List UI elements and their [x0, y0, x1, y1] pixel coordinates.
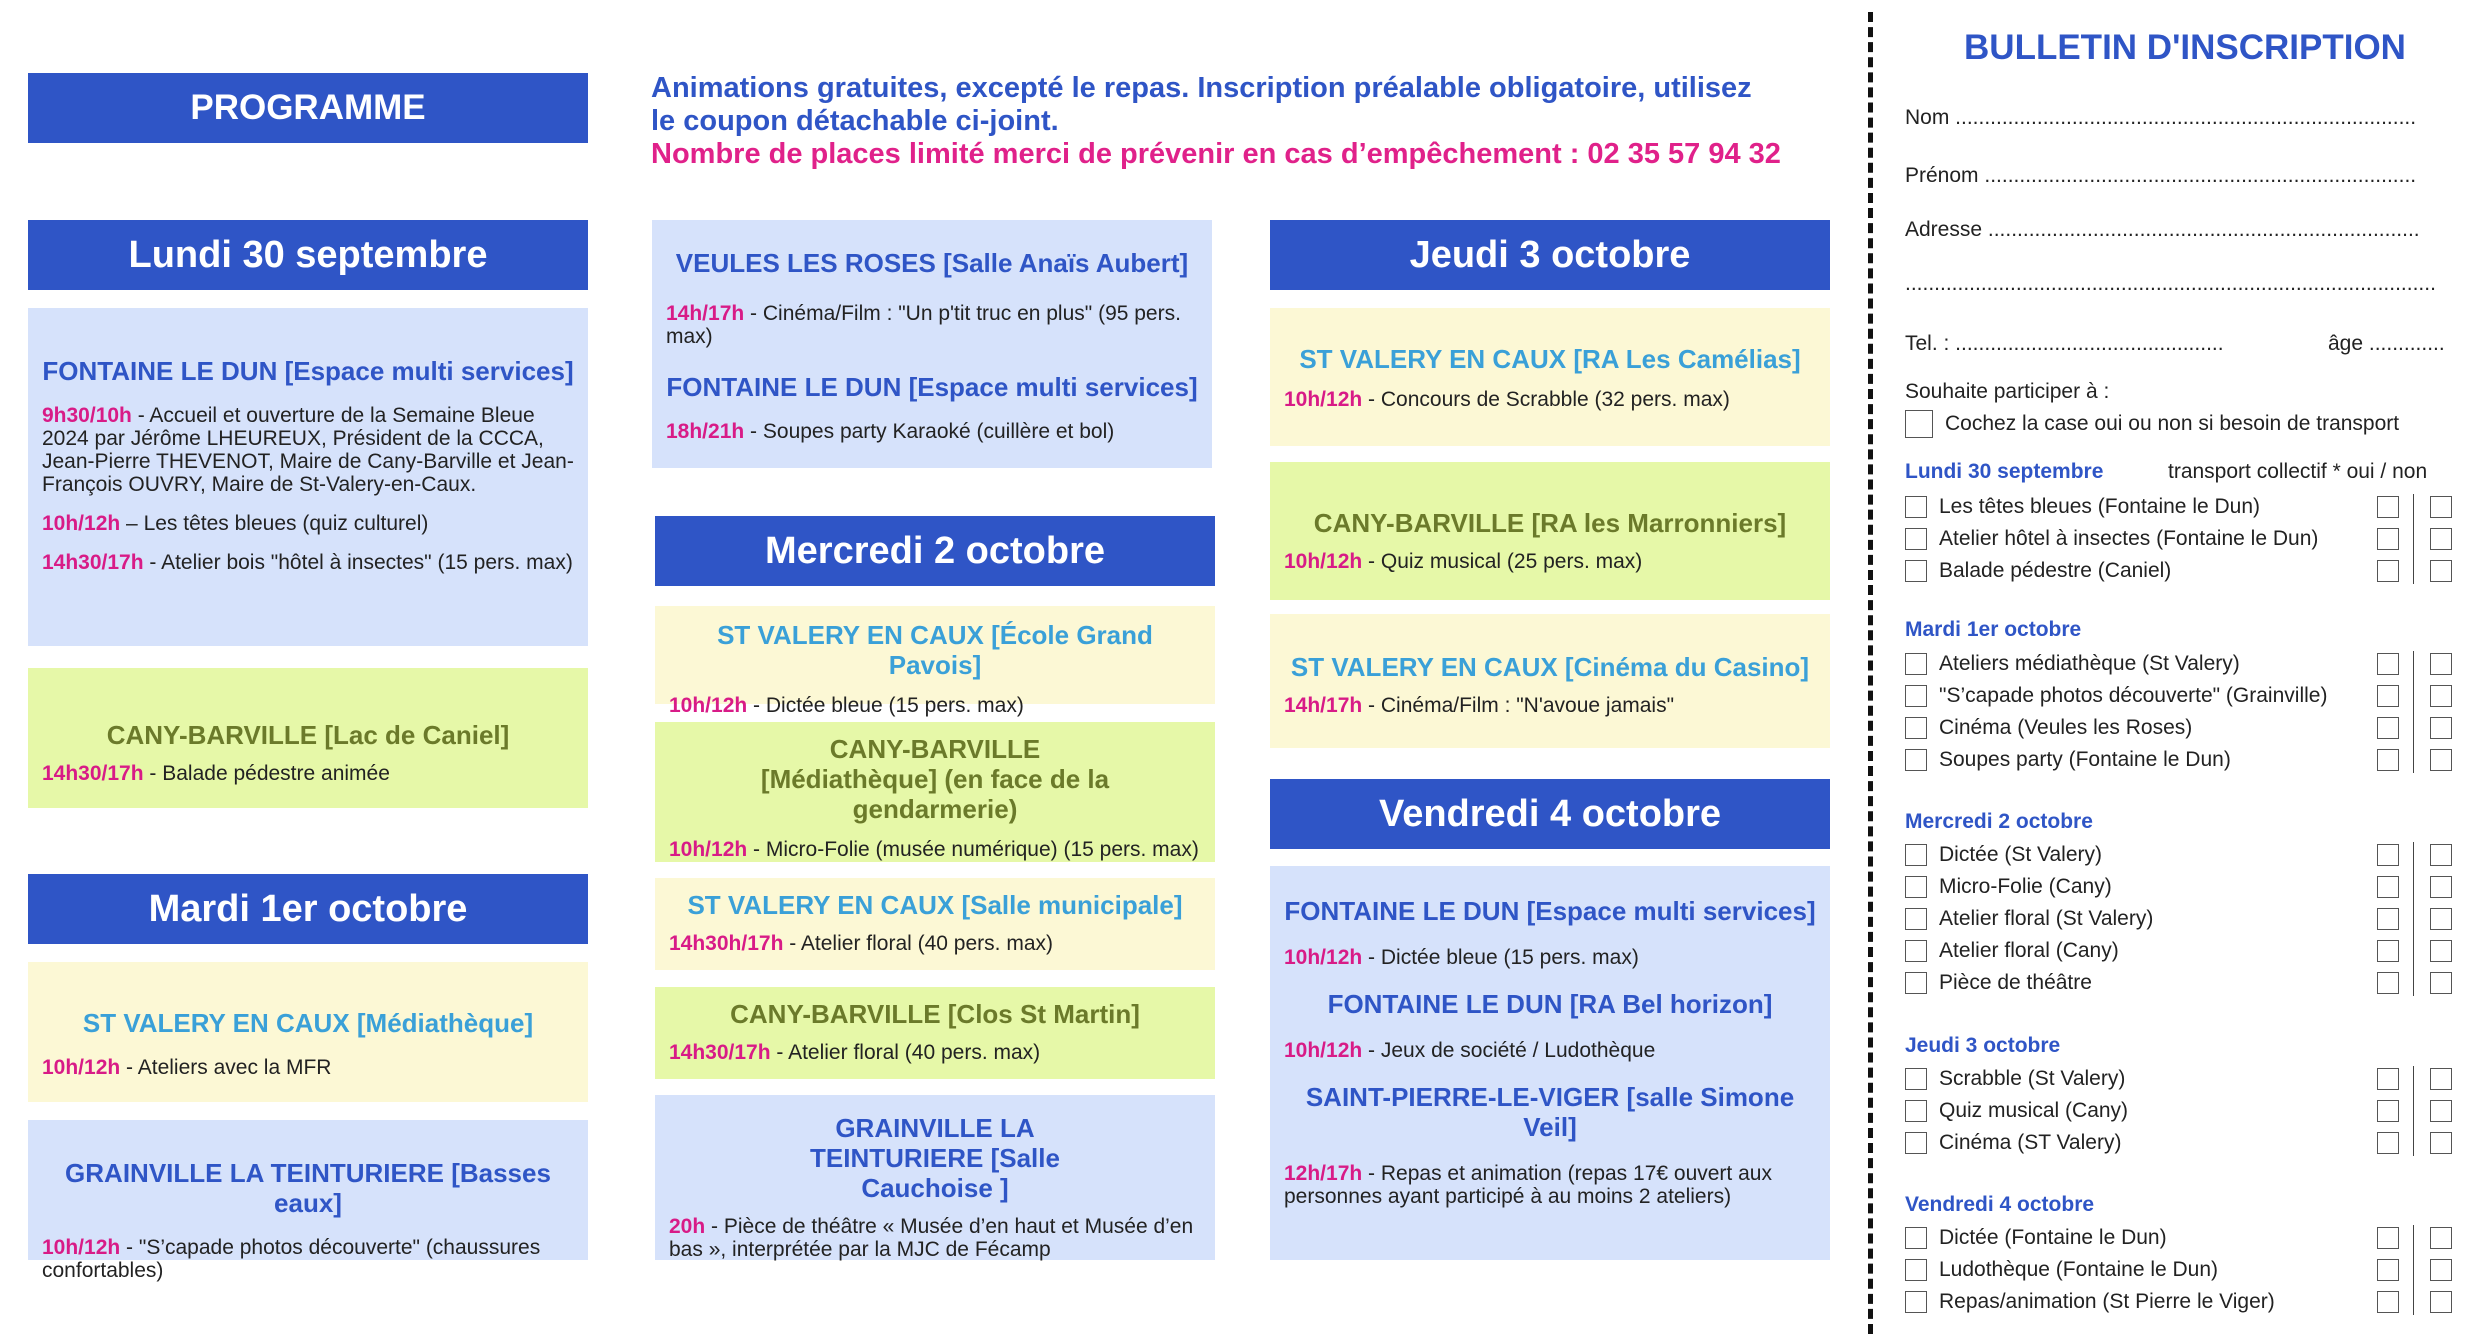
- event-desc: - Concours de Scrabble (32 pers. max): [1362, 388, 1730, 411]
- event-time: 10h/12h: [1284, 550, 1363, 573]
- transport-oui-checkbox[interactable]: [2377, 685, 2399, 707]
- transport-header: transport collectif * oui / non: [2168, 460, 2428, 483]
- day-header-lundi: Lundi 30 septembre: [28, 220, 588, 290]
- event-card: [28, 962, 588, 1102]
- activity-checkbox[interactable]: [1905, 717, 1927, 739]
- transport-non-checkbox[interactable]: [2430, 1227, 2452, 1249]
- location-title: GRAINVILLE LA TEINTURIERE [Salle Cauchoise ]: [810, 1113, 1060, 1203]
- transport-oui-checkbox[interactable]: [2377, 908, 2399, 930]
- oui-non-separator: [2413, 842, 2414, 996]
- form-title: BULLETIN D'INSCRIPTION: [1964, 28, 2406, 67]
- event-desc: - Dictée bleue (15 pers. max): [1362, 946, 1639, 969]
- activity-row: [1905, 938, 2119, 964]
- event-card: [28, 1120, 588, 1282]
- activity-row: [1905, 715, 2192, 741]
- transport-oui-checkbox[interactable]: [2377, 1259, 2399, 1281]
- transport-oui-checkbox[interactable]: [2377, 876, 2399, 898]
- activity-label: "S’capade photos découverte" (Grainville): [1939, 684, 2328, 707]
- activity-label: Pièce de théâtre: [1939, 971, 2092, 994]
- activity-label: Atelier floral (St Valery): [1939, 907, 2154, 930]
- event-card: [1270, 614, 1830, 748]
- intro-text: [651, 72, 1821, 171]
- section-s2: Mardi 1er octobre: [1905, 618, 2082, 641]
- event-time: 10h/12h: [1284, 1039, 1363, 1062]
- activity-row: [1905, 1225, 2167, 1251]
- activity-label: Cinéma (ST Valery): [1939, 1131, 2122, 1154]
- event-card: [1270, 308, 1830, 446]
- location-title: ST VALERY EN CAUX [Salle municipale]: [687, 890, 1183, 920]
- event-item: [666, 302, 1198, 348]
- activity-checkbox[interactable]: [1905, 1291, 1927, 1313]
- event-desc: - Atelier bois "hôtel à insectes" (15 pers. max): [143, 551, 573, 574]
- transport-oui-checkbox[interactable]: [2377, 1227, 2399, 1249]
- event-time: 9h30/10h: [42, 404, 132, 427]
- event-item: [1284, 1039, 1816, 1062]
- day-header-mardi: Mardi 1er octobre: [28, 874, 588, 944]
- activity-label: Quiz musical (Cany): [1939, 1099, 2129, 1122]
- event-desc: - Jeux de société / Ludothèque: [1362, 1039, 1656, 1062]
- event-card: [1270, 866, 1830, 1260]
- activity-label: Ateliers médiathèque (St Valery): [1939, 652, 2240, 675]
- activity-label: Dictée (St Valery): [1939, 843, 2102, 866]
- event-card: [28, 668, 588, 808]
- activity-label: Atelier hôtel à insectes (Fontaine le Dun): [1939, 527, 2319, 550]
- activity-row: [1905, 683, 2327, 709]
- location-title: VEULES LES ROSES [Salle Anaïs Aubert]: [675, 248, 1189, 278]
- activity-row: [1905, 1098, 2128, 1124]
- event-desc: - Accueil et ouverture de la Semaine Bleue 2024 par Jérôme LHEUREUX, Président de la CCCA, Jean-Pierre THEVENOT, Maire de Cany-Barville et Jean-François OUVRY, Maire de St-Valery-en-Caux.: [42, 404, 574, 496]
- location-title: FONTAINE LE DUN [Espace multi services]: [1284, 896, 1816, 926]
- event-time: 14h/17h: [1284, 694, 1363, 717]
- event-card: [1270, 462, 1830, 600]
- section-s5: Vendredi 4 octobre: [1905, 1193, 2095, 1216]
- event-item: [669, 932, 1201, 955]
- event-card: [655, 987, 1215, 1079]
- activity-row: [1905, 1066, 2125, 1092]
- event-item: [42, 404, 574, 496]
- location-title: CANY-BARVILLE [RA les Marronniers]: [1313, 508, 1787, 538]
- activity-row: [1905, 651, 2240, 677]
- tel-field[interactable]: Tel. : ..............................................: [1905, 332, 2224, 355]
- transport-oui-checkbox[interactable]: [2377, 844, 2399, 866]
- activity-checkbox[interactable]: [1905, 749, 1927, 771]
- activity-checkbox[interactable]: [1905, 1259, 1927, 1281]
- activity-checkbox[interactable]: [1905, 1227, 1927, 1249]
- activity-checkbox[interactable]: [1905, 528, 1927, 550]
- cut-line: [1868, 12, 1873, 1334]
- event-time: 10h/12h: [42, 1056, 121, 1079]
- event-item: [669, 1215, 1201, 1261]
- transport-oui-checkbox[interactable]: [2377, 717, 2399, 739]
- section-lundi: Lundi 30 septembre: [1905, 460, 2104, 483]
- transport-non-checkbox[interactable]: [2430, 876, 2452, 898]
- activity-row: [1905, 747, 2231, 773]
- event-desc: - Repas et animation (repas 17€ ouvert aux personnes ayant participé à au moins 2 ateliers): [1284, 1162, 1772, 1208]
- souhaite-label: Souhaite participer à :: [1905, 380, 2110, 403]
- day-header-vendredi: Vendredi 4 octobre: [1270, 779, 1830, 849]
- event-time: 10h/12h: [42, 1236, 121, 1259]
- transport-oui-checkbox[interactable]: [2377, 1291, 2399, 1313]
- location-title: FONTAINE LE DUN [Espace multi services]: [666, 372, 1198, 402]
- location-title: ST VALERY EN CAUX [École Grand Pavois]: [717, 620, 1153, 680]
- transport-non-checkbox[interactable]: [2430, 908, 2452, 930]
- event-desc: - Ateliers avec la MFR: [120, 1056, 332, 1079]
- activity-label: Ludothèque (Fontaine le Dun): [1939, 1258, 2219, 1281]
- event-item: [1284, 694, 1816, 717]
- location-title: SAINT-PIERRE-LE-VIGER [salle Simone Veil]: [1305, 1082, 1795, 1142]
- activity-label: Scrabble (St Valery): [1939, 1067, 2126, 1090]
- activity-label: Cinéma (Veules les Roses): [1939, 716, 2193, 739]
- transport-oui-checkbox[interactable]: [2377, 1068, 2399, 1090]
- transport-oui-checkbox[interactable]: [2377, 496, 2399, 518]
- event-card: [655, 878, 1215, 970]
- section-s4: Jeudi 3 octobre: [1905, 1034, 2061, 1057]
- transport-non-checkbox[interactable]: [2430, 496, 2452, 518]
- transport-non-checkbox[interactable]: [2430, 1068, 2452, 1090]
- event-item: [1284, 1162, 1816, 1208]
- adresse-field[interactable]: Adresse ..........................................................................: [1905, 218, 2420, 241]
- activity-row: [1905, 970, 2092, 996]
- event-desc: - Cinéma/Film : "N'avoue jamais": [1362, 694, 1675, 717]
- event-time: 10h/12h: [1284, 946, 1363, 969]
- activity-row: [1905, 526, 2318, 552]
- location-title: ST VALERY EN CAUX [RA Les Camélias]: [1299, 344, 1801, 374]
- event-item: [669, 1041, 1201, 1064]
- event-time: 10h/12h: [669, 838, 748, 861]
- transport-oui-checkbox[interactable]: [2377, 1100, 2399, 1122]
- section-s3: Mercredi 2 octobre: [1905, 810, 2093, 833]
- event-card: [652, 220, 1212, 468]
- intro-line3: Nombre de places limité merci de prévenir en cas d’empêchement : 02 35 57 94 32: [651, 138, 1781, 170]
- event-time: 14h30h/17h: [669, 932, 784, 955]
- event-time: 18h/21h: [666, 420, 745, 443]
- location-title: CANY-BARVILLE [Lac de Caniel]: [106, 720, 510, 750]
- event-time: 20h: [669, 1215, 706, 1238]
- transport-oui-checkbox[interactable]: [2377, 653, 2399, 675]
- event-desc: - Dictée bleue (15 pers. max): [747, 694, 1024, 717]
- activity-checkbox[interactable]: [1905, 560, 1927, 582]
- activity-checkbox[interactable]: [1905, 685, 1927, 707]
- oui-non-separator: [2413, 494, 2414, 584]
- activity-row: [1905, 494, 2260, 520]
- transport-oui-checkbox[interactable]: [2377, 940, 2399, 962]
- event-item: [669, 694, 1201, 717]
- cochez-label: Cochez la case oui ou non si besoin de transport: [1945, 412, 2400, 435]
- intro-line2: le coupon détachable ci-joint.: [651, 105, 1059, 137]
- transport-non-checkbox[interactable]: [2430, 749, 2452, 771]
- transport-non-checkbox[interactable]: [2430, 528, 2452, 550]
- event-item: [42, 1056, 574, 1079]
- activity-row: [1905, 1289, 2275, 1315]
- transport-oui-checkbox[interactable]: [2377, 560, 2399, 582]
- activity-row: [1905, 906, 2153, 932]
- event-desc: - Cinéma/Film : "Un p'tit truc en plus" (95 pers. max): [666, 302, 1181, 348]
- event-desc: - Quiz musical (25 pers. max): [1362, 550, 1643, 573]
- event-time: 10h/12h: [669, 694, 748, 717]
- activity-label: Micro-Folie (Cany): [1939, 875, 2112, 898]
- event-card: [28, 308, 588, 646]
- activity-label: Balade pédestre (Caniel): [1939, 559, 2172, 582]
- event-item: [42, 1236, 574, 1282]
- event-item: [42, 512, 574, 535]
- activity-checkbox[interactable]: [1905, 972, 1927, 994]
- activity-row: [1905, 558, 2171, 584]
- location-title: ST VALERY EN CAUX [Médiathèque]: [82, 1008, 534, 1038]
- adresse-field-2[interactable]: ...........................................................................................: [1905, 272, 2436, 295]
- activity-checkbox[interactable]: [1905, 496, 1927, 518]
- event-item: [1284, 946, 1816, 969]
- transport-non-checkbox[interactable]: [2430, 653, 2452, 675]
- transport-non-checkbox[interactable]: [2430, 940, 2452, 962]
- activity-row: [1905, 1130, 2121, 1156]
- age-field[interactable]: âge .............: [2328, 332, 2445, 355]
- oui-non-separator: [2413, 651, 2414, 773]
- location-title: CANY-BARVILLE [Clos St Martin]: [730, 999, 1140, 1029]
- nom-field[interactable]: Nom ...............................................................................: [1905, 106, 2417, 129]
- transport-non-checkbox[interactable]: [2430, 560, 2452, 582]
- activity-checkbox[interactable]: [1905, 844, 1927, 866]
- activity-label: Dictée (Fontaine le Dun): [1939, 1226, 2167, 1249]
- event-item: [42, 551, 574, 574]
- activity-checkbox[interactable]: [1905, 940, 1927, 962]
- activity-row: [1905, 1257, 2218, 1283]
- prenom-field[interactable]: Prénom ..........................................................................: [1905, 164, 2417, 187]
- event-desc: - Soupes party Karaoké (cuillère et bol): [744, 420, 1115, 443]
- event-desc: - Micro-Folie (musée numérique) (15 pers. max): [747, 838, 1199, 861]
- event-time: 14h30/17h: [669, 1041, 771, 1064]
- activity-label: Les têtes bleues (Fontaine le Dun): [1939, 495, 2261, 518]
- event-desc: - Pièce de théâtre « Musée d’en haut et Musée d’en bas », interprétée par la MJC de Fécamp: [669, 1215, 1194, 1261]
- activity-row: [1905, 842, 2102, 868]
- activity-checkbox[interactable]: [1905, 1068, 1927, 1090]
- transport-non-checkbox[interactable]: [2430, 1132, 2452, 1154]
- location-title: ST VALERY EN CAUX [Cinéma du Casino]: [1290, 652, 1810, 682]
- location-title: CANY-BARVILLE [Médiathèque] (en face de la gendarmerie): [760, 734, 1110, 824]
- oui-non-separator: [2413, 1066, 2414, 1156]
- event-desc: – Les têtes bleues (quiz culturel): [120, 512, 429, 535]
- event-desc: - Atelier floral (40 pers. max): [770, 1041, 1041, 1064]
- activity-label: Soupes party (Fontaine le Dun): [1939, 748, 2231, 771]
- event-item: [669, 838, 1201, 861]
- event-item: [666, 420, 1198, 443]
- programme-header: PROGRAMME: [28, 73, 588, 143]
- intro-line1: Animations gratuites, excepté le repas. Inscription préalable obligatoire, utilisez: [651, 72, 1752, 104]
- oui-non-separator: [2413, 1225, 2414, 1315]
- transport-non-checkbox[interactable]: [2430, 1100, 2452, 1122]
- event-time: 12h/17h: [1284, 1162, 1363, 1185]
- activity-label: Repas/animation (St Pierre le Viger): [1939, 1290, 2275, 1313]
- event-card: [655, 606, 1215, 717]
- event-card: [655, 722, 1215, 862]
- day-header-jeudi: Jeudi 3 octobre: [1270, 220, 1830, 290]
- transport-oui-checkbox[interactable]: [2377, 749, 2399, 771]
- event-time: 10h/12h: [1284, 388, 1363, 411]
- event-time: 10h/12h: [42, 512, 121, 535]
- transport-oui-checkbox[interactable]: [2377, 528, 2399, 550]
- event-desc: - Balade pédestre animée: [143, 762, 390, 785]
- transport-non-checkbox[interactable]: [2430, 685, 2452, 707]
- transport-non-checkbox[interactable]: [2430, 844, 2452, 866]
- activity-checkbox[interactable]: [1905, 653, 1927, 675]
- activity-checkbox[interactable]: [1905, 1132, 1927, 1154]
- transport-non-checkbox[interactable]: [2430, 1291, 2452, 1313]
- transport-non-checkbox[interactable]: [2430, 972, 2452, 994]
- transport-oui-checkbox[interactable]: [2377, 1132, 2399, 1154]
- transport-non-checkbox[interactable]: [2430, 717, 2452, 739]
- location-title: FONTAINE LE DUN [Espace multi services]: [42, 356, 574, 386]
- event-time: 14h30/17h: [42, 551, 144, 574]
- event-item: [1284, 550, 1816, 573]
- activity-row: [1905, 874, 2112, 900]
- event-time: 14h/17h: [666, 302, 745, 325]
- event-item: [42, 762, 574, 785]
- event-desc: - "S’capade photos découverte" (chaussures confortables): [42, 1236, 541, 1282]
- event-card: [655, 1095, 1215, 1260]
- transport-oui-checkbox[interactable]: [2377, 972, 2399, 994]
- activity-checkbox[interactable]: [1905, 876, 1927, 898]
- event-desc: - Atelier floral (40 pers. max): [783, 932, 1053, 955]
- legend-checkbox[interactable]: [1905, 410, 1933, 438]
- cochez-row: [1905, 410, 2399, 438]
- event-item: [1284, 388, 1816, 411]
- event-time: 14h30/17h: [42, 762, 144, 785]
- location-title: GRAINVILLE LA TEINTURIERE [Basses eaux]: [65, 1158, 551, 1218]
- transport-non-checkbox[interactable]: [2430, 1259, 2452, 1281]
- location-title: FONTAINE LE DUN [RA Bel horizon]: [1327, 989, 1773, 1019]
- activity-checkbox[interactable]: [1905, 1100, 1927, 1122]
- day-header-mercredi: Mercredi 2 octobre: [655, 516, 1215, 586]
- activity-checkbox[interactable]: [1905, 908, 1927, 930]
- activity-label: Atelier floral (Cany): [1939, 939, 2119, 962]
